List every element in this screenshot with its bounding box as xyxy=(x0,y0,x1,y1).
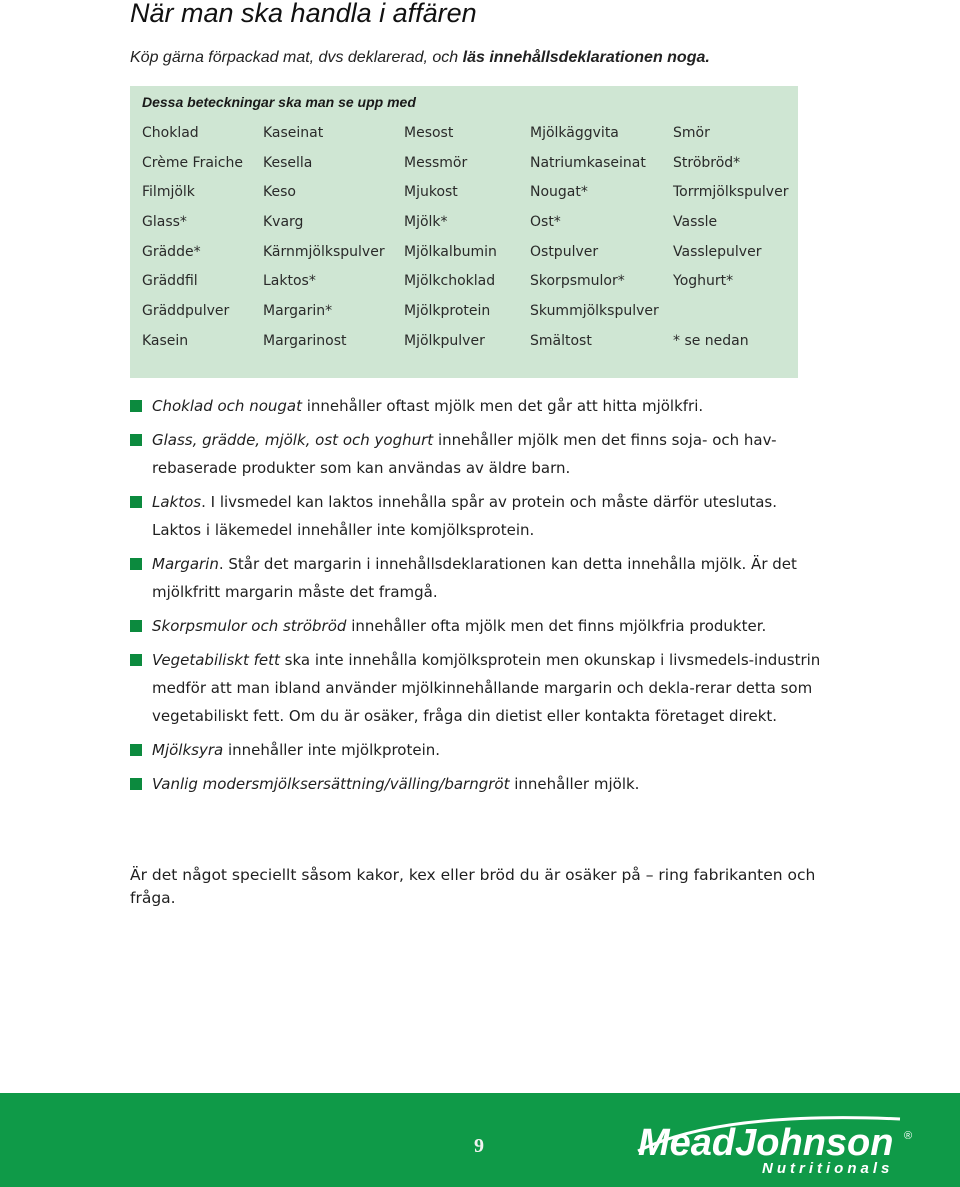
term-cell: Glass* xyxy=(142,213,187,230)
term-cell: Mjölkalbumin xyxy=(404,243,497,260)
note-item xyxy=(130,426,830,482)
note-item xyxy=(130,550,830,606)
logo-registered-mark: ® xyxy=(904,1130,913,1142)
note-text: innehåller ofta mjölk men det finns mjölkfria produkter. xyxy=(346,617,767,635)
note-emphasis: Vanlig modersmjölksersättning/välling/barngröt xyxy=(152,775,510,793)
square-bullet-icon xyxy=(130,778,142,790)
logo-text-sub: Nutritionals xyxy=(762,1160,894,1177)
term-cell: Kaseinat xyxy=(263,124,324,141)
mead-johnson-logo xyxy=(630,1105,920,1181)
term-cell: Mjölkpulver xyxy=(404,332,485,349)
term-cell: Mesost xyxy=(404,124,454,141)
term-cell: Vasslepulver xyxy=(673,243,762,260)
note-text: innehåller inte mjölkprotein. xyxy=(223,741,441,759)
square-bullet-icon xyxy=(130,744,142,756)
note-item xyxy=(130,392,830,420)
note-emphasis: Mjölksyra xyxy=(152,741,224,759)
note-item xyxy=(130,770,830,798)
term-cell: Kärnmjölkspulver xyxy=(263,243,385,260)
term-cell: Margarin* xyxy=(263,302,333,319)
square-bullet-icon xyxy=(130,558,142,570)
term-cell: Gräddpulver xyxy=(142,302,230,319)
term-cell: Kvarg xyxy=(263,213,304,230)
term-grid xyxy=(142,118,798,356)
note-item xyxy=(130,736,830,764)
term-cell: Ostpulver xyxy=(530,243,599,260)
note-emphasis: Skorpsmulor och ströbröd xyxy=(152,617,347,635)
term-cell: Crème Fraiche xyxy=(142,154,243,171)
intro-text xyxy=(130,49,710,67)
note-item xyxy=(130,612,830,640)
note-text: . Står det margarin i innehållsdeklarationen kan detta innehålla mjölk. Är det mjölkfritt margarin måste det framgå. xyxy=(152,555,797,601)
note-text: innehåller oftast mjölk men det går att hitta mjölkfri. xyxy=(301,397,704,415)
term-cell: Mjölkprotein xyxy=(404,302,491,319)
note-emphasis: Choklad och nougat xyxy=(152,397,302,415)
term-cell: Yoghurt* xyxy=(673,273,734,290)
term-cell: Mjölkchoklad xyxy=(404,273,496,290)
square-bullet-icon xyxy=(130,654,142,666)
term-cell: Mjölkäggvita xyxy=(530,124,619,141)
term-cell: Torrmjölkspulver xyxy=(673,184,789,201)
page-title: När man ska handla i affären xyxy=(130,0,477,28)
closing-text: Är det något speciellt såsom kakor, kex eller bröd du är osäker på – ring fabrikanten och fråga. xyxy=(130,866,816,907)
term-cell: Smältost xyxy=(530,332,592,349)
note-emphasis: Glass, grädde, mjölk, ost och yoghurt xyxy=(152,431,434,449)
note-text: . I livsmedel kan laktos innehålla spår av protein och måste därför uteslutas. Laktos i läkemedel innehåller inte komjölksprotein. xyxy=(152,493,777,539)
term-cell: Natriumkaseinat xyxy=(530,154,646,171)
note-text: innehåller mjölk men det finns soja- och hav-rebaserade produkter som kan användas av äldre barn. xyxy=(152,431,777,477)
note-text: innehåller mjölk. xyxy=(509,775,640,793)
term-cell: Nougat* xyxy=(530,184,588,201)
note-emphasis: Laktos xyxy=(152,493,202,511)
term-cell: Kesella xyxy=(263,154,313,171)
intro-bold: läs innehållsdeklarationen noga. xyxy=(462,49,710,66)
term-cell: * se nedan xyxy=(673,332,749,349)
note-item xyxy=(130,488,830,544)
note-text: ska inte innehålla komjölksprotein men okunskap i livsmedels-industrin medför att man ibland använder mjölkinnehållande margarin och dekla-rerar detta som vegetabiliskt fett. Om du är osäker, fråga din dietist eller kontakta företaget direkt. xyxy=(152,651,821,725)
logo-text-main: MeadJohnson xyxy=(638,1122,894,1164)
term-cell: Margarinost xyxy=(263,332,347,349)
box-heading: Dessa beteckningar ska man se upp med xyxy=(142,94,416,110)
term-cell: Mjukost xyxy=(404,184,458,201)
notes-list xyxy=(130,392,830,804)
term-cell: Kasein xyxy=(142,332,189,349)
term-cell: Mjölk* xyxy=(404,213,448,230)
page-number: 9 xyxy=(474,1135,484,1157)
term-cell: Messmör xyxy=(404,154,468,171)
term-cell: Laktos* xyxy=(263,273,316,290)
note-emphasis: Margarin xyxy=(152,555,219,573)
footer-bar xyxy=(0,1093,960,1187)
term-cell: Smör xyxy=(673,124,710,141)
warning-terms-box xyxy=(130,86,798,378)
square-bullet-icon xyxy=(130,434,142,446)
term-cell: Ost* xyxy=(530,213,561,230)
term-cell: Choklad xyxy=(142,124,199,141)
square-bullet-icon xyxy=(130,620,142,632)
note-item xyxy=(130,646,830,730)
term-cell: Filmjölk xyxy=(142,184,195,201)
term-cell: Ströbröd* xyxy=(673,154,741,171)
square-bullet-icon xyxy=(130,400,142,412)
square-bullet-icon xyxy=(130,496,142,508)
term-cell: Grädde* xyxy=(142,243,201,260)
term-cell: Gräddfil xyxy=(142,273,198,290)
term-cell: Skummjölkspulver xyxy=(530,302,659,319)
note-emphasis: Vegetabiliskt fett xyxy=(152,651,280,669)
intro-plain: Köp gärna förpackad mat, dvs deklarerad, och xyxy=(130,49,463,66)
term-cell: Vassle xyxy=(673,213,718,230)
term-cell: Keso xyxy=(263,184,296,201)
term-cell: Skorpsmulor* xyxy=(530,273,625,290)
